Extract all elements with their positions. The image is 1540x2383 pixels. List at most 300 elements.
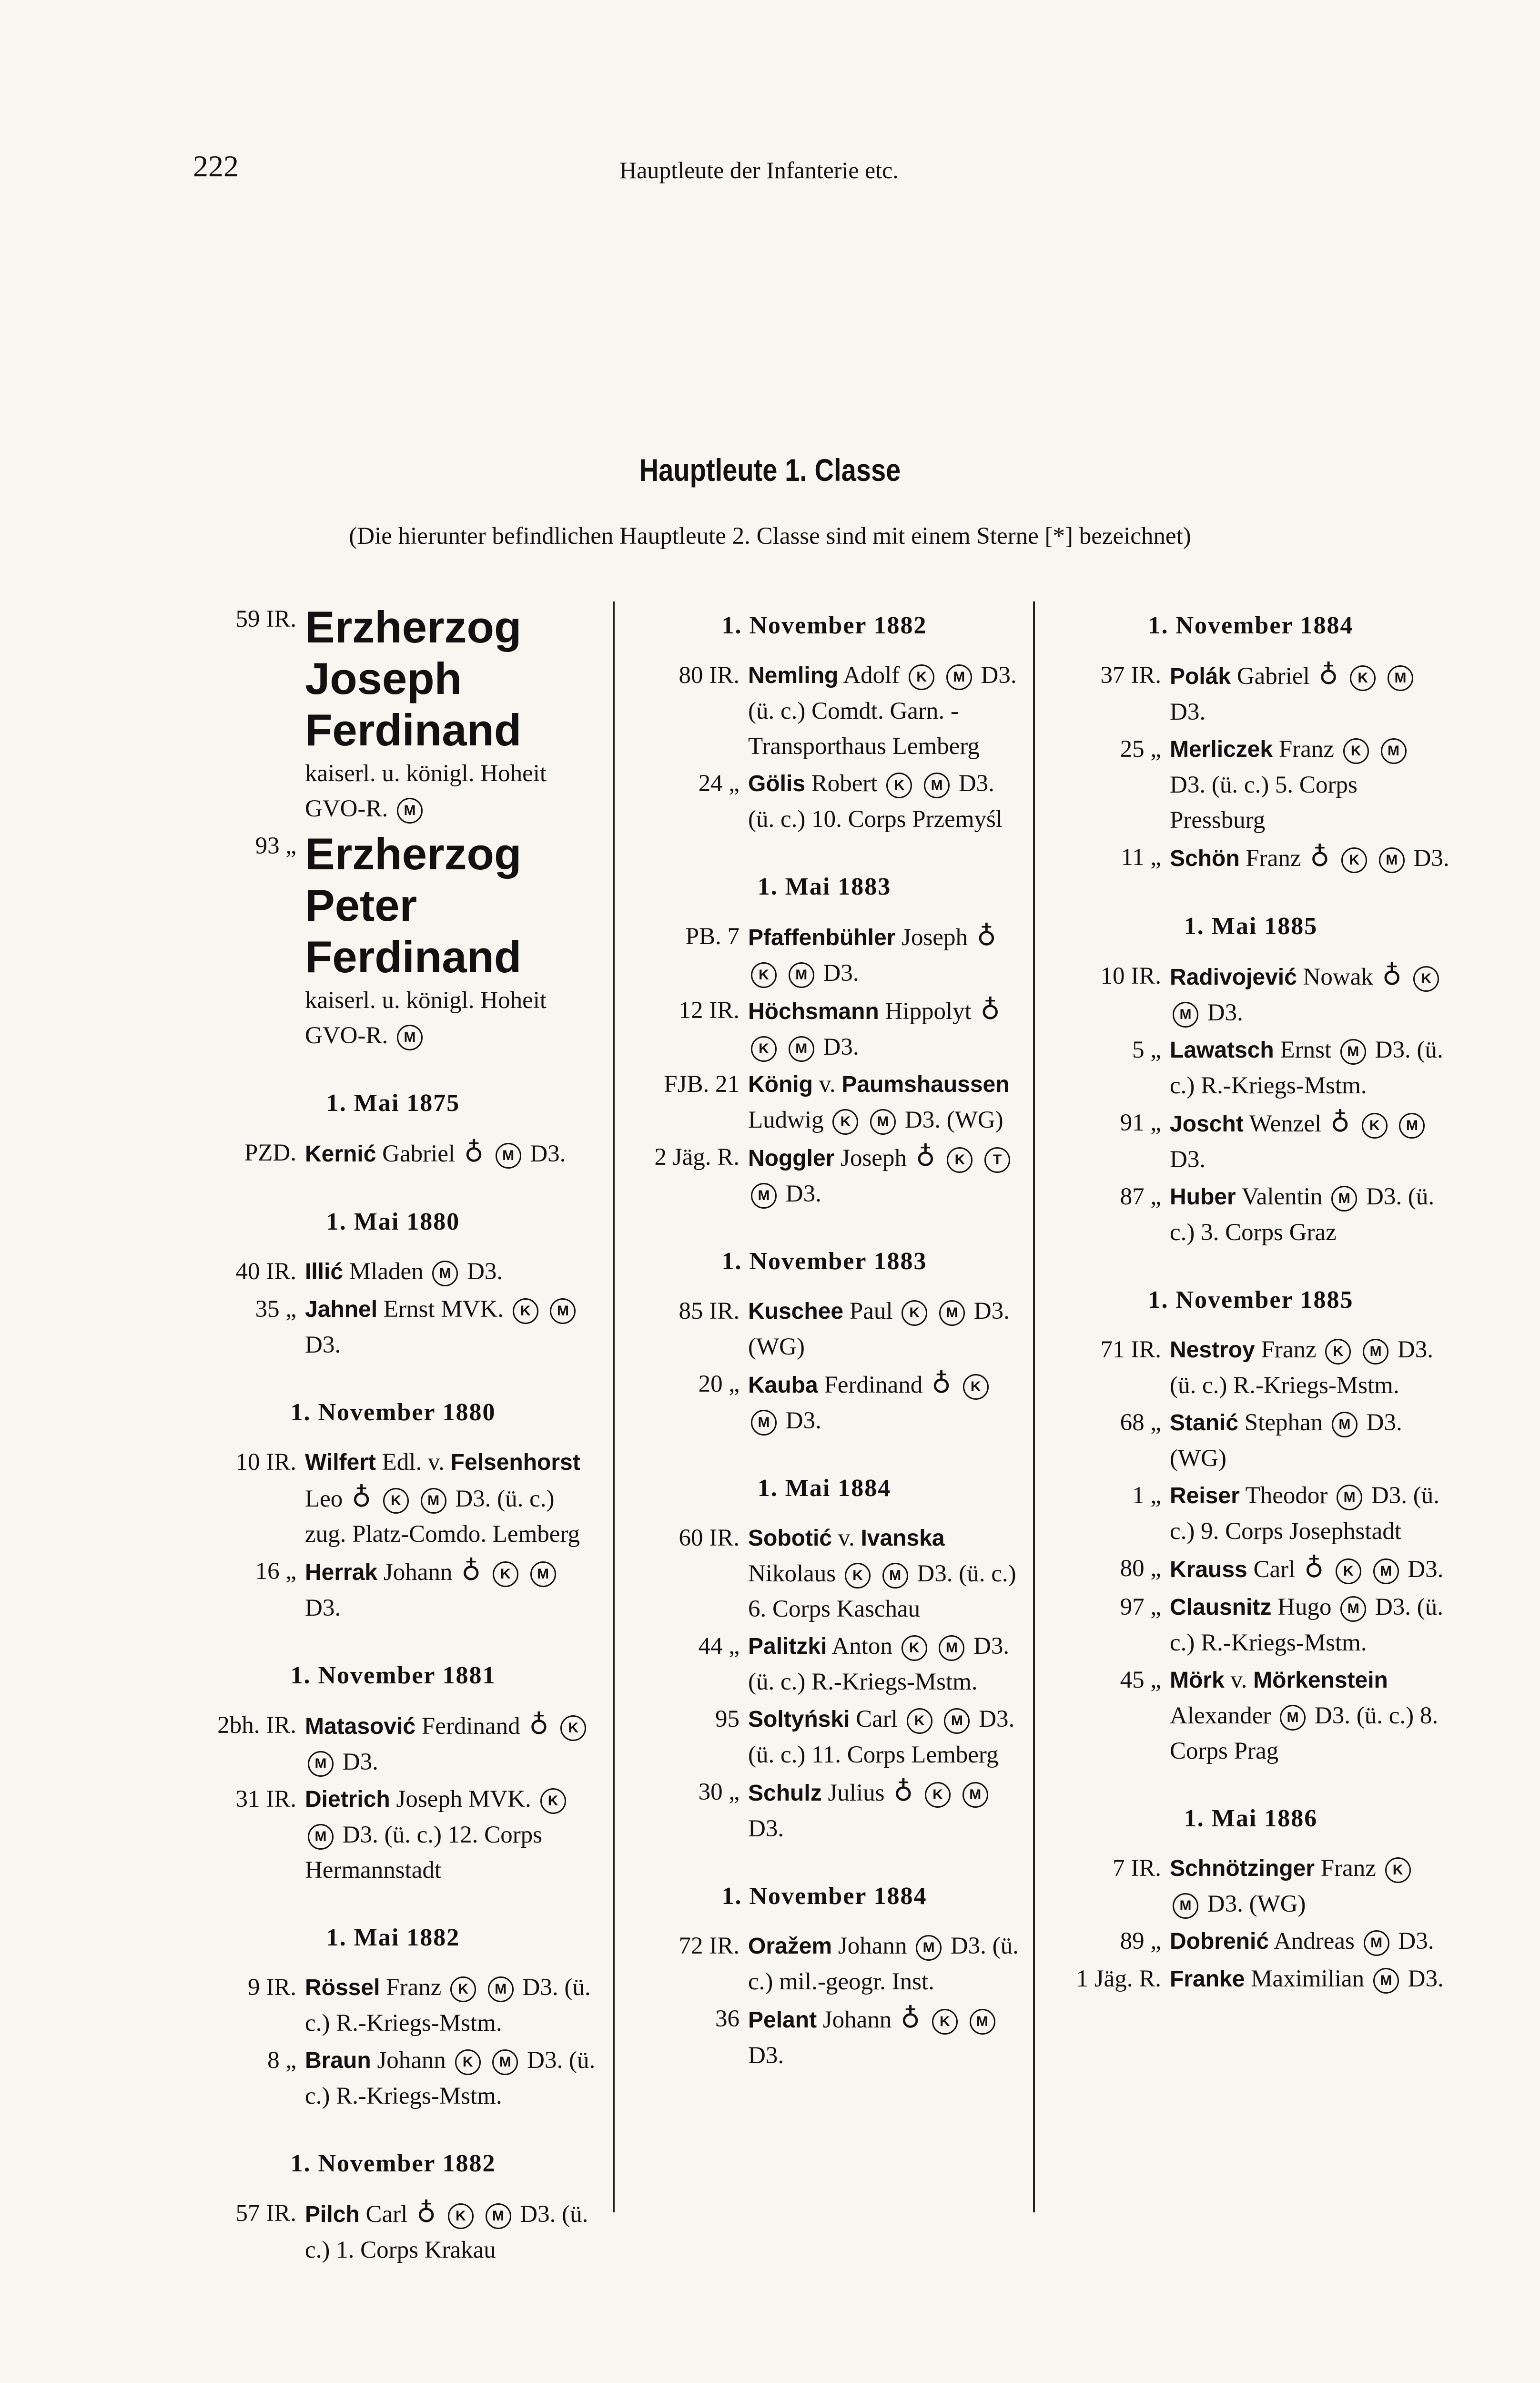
entry-text: D3. (ü. c.) mil.-geogr. Inst. bbox=[748, 1933, 1019, 1995]
list-entry bbox=[186, 1292, 600, 1363]
person-name: Radivojević bbox=[1170, 965, 1297, 990]
list-entry bbox=[1051, 1032, 1451, 1103]
person-name: Braun bbox=[305, 2048, 371, 2073]
column-middle bbox=[629, 601, 1020, 2075]
entry-text: D3. (ü. c.) 5. Corps Pressburg bbox=[1170, 772, 1358, 834]
medal-m-icon: M bbox=[1331, 1186, 1357, 1212]
list-entry bbox=[629, 1366, 1020, 1438]
first-name: Leo bbox=[305, 1486, 343, 1512]
date-heading: 1. November 1881 bbox=[290, 1662, 496, 1689]
medal-m-icon: M bbox=[492, 2049, 518, 2075]
unit-label: 45 „ bbox=[1120, 1667, 1161, 1693]
list-entry bbox=[1051, 958, 1451, 1030]
person-name: Krauss bbox=[1170, 1557, 1247, 1582]
list-entry bbox=[629, 1701, 1020, 1772]
date-heading: 1. Mai 1884 bbox=[757, 1475, 892, 1502]
entry-text: D3. (ü. c.) 6. Corps Kaschau bbox=[748, 1560, 1016, 1622]
medal-k-icon: K bbox=[450, 1976, 476, 2002]
medal-k-icon: K bbox=[751, 962, 777, 988]
medal-m-icon: M bbox=[530, 1561, 556, 1587]
entry-text: D3. (ü. c.) R.-Kriegs-Mstm. bbox=[1170, 1336, 1433, 1399]
medal-m-icon: M bbox=[1173, 1002, 1198, 1028]
person-name: Merliczek bbox=[1170, 737, 1273, 762]
person-name: Reiser bbox=[1170, 1483, 1240, 1508]
person-name-suffix: Felsenhorst bbox=[450, 1450, 580, 1475]
person-name: Wilfert bbox=[305, 1450, 376, 1475]
first-name: v. bbox=[819, 1071, 836, 1098]
medal-m-icon: M bbox=[944, 1708, 970, 1734]
list-entry bbox=[186, 601, 600, 826]
entry-text: D3. bbox=[467, 1258, 503, 1285]
unit-label: PZD. bbox=[244, 1140, 296, 1166]
first-name: Valentin bbox=[1241, 1183, 1323, 1210]
decoration-knot-icon: ♁ bbox=[932, 1368, 952, 1399]
unit-label: 44 „ bbox=[698, 1633, 740, 1660]
medal-k-icon: K bbox=[455, 2049, 481, 2075]
running-head: Hauptleute der Infanterie etc. bbox=[619, 157, 899, 183]
person-name: Lawatsch bbox=[1170, 1038, 1274, 1063]
entry-text: D3. (ü. c.) R.-Kriegs-Mstm. bbox=[1170, 1594, 1444, 1656]
person-name: Pfaffenbühler bbox=[748, 925, 896, 950]
person-name-suffix: Mörkenstein bbox=[1253, 1668, 1388, 1693]
unit-label: PB. 7 bbox=[685, 923, 740, 950]
first-name: Johann bbox=[822, 2006, 892, 2033]
first-name: Edl. v. bbox=[382, 1449, 445, 1476]
list-entry bbox=[629, 1774, 1020, 1846]
medal-m-icon: M bbox=[1373, 1968, 1399, 1994]
list-entry bbox=[1051, 1924, 1451, 1959]
medal-k-icon: K bbox=[907, 1708, 932, 1734]
medal-m-icon: M bbox=[1379, 847, 1405, 873]
list-entry bbox=[1051, 1405, 1451, 1476]
medal-m-icon: M bbox=[1399, 1113, 1425, 1139]
entry-text: D3. (ü. c.) R.-Kriegs-Mstm. bbox=[305, 1974, 591, 2037]
unit-label: 10 IR. bbox=[235, 1449, 296, 1476]
medal-k-icon: K bbox=[560, 1715, 586, 1741]
medal-k-icon: K bbox=[832, 1109, 858, 1135]
first-name: Wenzel bbox=[1249, 1110, 1322, 1137]
unit-label: 91 „ bbox=[1120, 1110, 1161, 1136]
first-name: Adolf bbox=[843, 662, 900, 689]
medal-k-icon: K bbox=[909, 664, 934, 690]
medal-k-icon: K bbox=[448, 2203, 474, 2229]
person-name: Schnötzinger bbox=[1170, 1856, 1315, 1881]
entry-text: D3. (ü. c.) 10. Corps Przemyśl bbox=[748, 770, 1003, 833]
first-name: Carl bbox=[856, 1706, 898, 1732]
medal-k-icon: K bbox=[540, 1788, 566, 1814]
decoration-knot-icon: ♁ bbox=[915, 1141, 935, 1172]
unit-label: 36 bbox=[715, 2006, 740, 2032]
entry-text: D3. (WG) bbox=[748, 1298, 1010, 1360]
decoration-knot-icon: ♁ bbox=[416, 2198, 436, 2229]
first-name: Franz bbox=[1278, 736, 1334, 763]
person-name: Clausnitz bbox=[1170, 1595, 1272, 1620]
unit-label: 2 Jäg. R. bbox=[654, 1144, 740, 1171]
entry-text: D3. bbox=[785, 1181, 821, 1207]
unit-label: FJB. 21 bbox=[664, 1071, 740, 1098]
entry-text: D3. bbox=[1408, 1556, 1444, 1583]
first-name: Gabriel bbox=[1236, 663, 1310, 690]
decoration-knot-icon: ♁ bbox=[1382, 960, 1402, 991]
decoration-knot-icon: ♁ bbox=[352, 1482, 372, 1513]
unit-label: 80 IR. bbox=[679, 662, 740, 689]
medal-t-icon: T bbox=[984, 1147, 1010, 1173]
medal-k-icon: K bbox=[1336, 1558, 1361, 1584]
list-entry bbox=[1051, 658, 1451, 730]
date-heading: 1. Mai 1882 bbox=[326, 1924, 460, 1951]
medal-m-icon: M bbox=[962, 1782, 988, 1808]
person-name: Herrak bbox=[305, 1560, 378, 1585]
list-entry bbox=[629, 1520, 1020, 1627]
list-entry bbox=[186, 1135, 600, 1172]
entry-text: D3. (WG) bbox=[904, 1107, 1003, 1133]
list-entry bbox=[1051, 1662, 1451, 1769]
medal-k-icon: K bbox=[925, 1782, 951, 1808]
person-name: Stanić bbox=[1170, 1410, 1239, 1436]
first-name: v. bbox=[838, 1525, 855, 1551]
list-entry bbox=[1051, 1179, 1451, 1250]
entry-text: D3. bbox=[1398, 1928, 1434, 1955]
first-name: Maximilian bbox=[1251, 1965, 1365, 1992]
first-name: Franz bbox=[1320, 1855, 1376, 1882]
unit-label: 8 „ bbox=[267, 2047, 296, 2074]
person-name: Palitzki bbox=[748, 1634, 827, 1659]
date-heading: 1. November 1880 bbox=[290, 1399, 496, 1426]
unit-label: 80 „ bbox=[1120, 1555, 1161, 1582]
first-name: Hugo bbox=[1277, 1594, 1332, 1620]
person-name: Erzherzog Peter Ferdinand bbox=[305, 829, 522, 982]
first-name: Ferdinand bbox=[824, 1372, 923, 1398]
date-heading: 1. November 1884 bbox=[1148, 612, 1354, 639]
list-entry bbox=[629, 1140, 1020, 1212]
decoration-knot-icon: ♁ bbox=[1304, 1553, 1324, 1584]
entry-text: D3. bbox=[748, 1815, 784, 1842]
first-name: Robert bbox=[811, 770, 878, 797]
entry-text: D3. bbox=[785, 1407, 821, 1434]
medal-m-icon: M bbox=[1340, 1039, 1366, 1065]
medal-m-icon: M bbox=[1363, 1339, 1388, 1365]
medal-m-icon: M bbox=[916, 1935, 942, 1961]
list-entry bbox=[186, 1554, 600, 1626]
medal-m-icon: M bbox=[882, 1563, 908, 1589]
date-heading: 1. November 1882 bbox=[721, 612, 927, 639]
person-name: Höchsmann bbox=[748, 999, 879, 1024]
unit-label: 97 „ bbox=[1120, 1594, 1161, 1620]
first-name: v. bbox=[1230, 1667, 1247, 1693]
medal-k-icon: K bbox=[1413, 966, 1439, 992]
medal-m-icon: M bbox=[1373, 1558, 1399, 1584]
first-name: Nikolaus bbox=[748, 1560, 836, 1587]
person-name: Matasović bbox=[305, 1714, 416, 1739]
entry-text: kaiserl. u. königl. Hoheit GVO-R. bbox=[305, 760, 547, 822]
decoration-knot-icon: ♁ bbox=[901, 2003, 921, 2034]
entry-text: D3. (WG) bbox=[1170, 1409, 1402, 1472]
entry-text: kaiserl. u. königl. Hoheit GVO-R. bbox=[305, 987, 547, 1049]
medal-k-icon: K bbox=[1362, 1113, 1388, 1139]
first-name: Gabriel bbox=[382, 1141, 456, 1167]
decoration-knot-icon: ♁ bbox=[976, 921, 996, 952]
person-name-suffix: Ivanska bbox=[861, 1526, 945, 1551]
list-entry bbox=[629, 658, 1020, 764]
entry-text: D3. (ü. c.) Comdt. Garn. - Transporthaus Lemberg bbox=[748, 662, 1017, 760]
unit-label: 9 IR. bbox=[248, 1974, 296, 2001]
decoration-knot-icon: ♁ bbox=[980, 995, 1000, 1026]
entry-text: D3. bbox=[823, 1034, 859, 1060]
medal-m-icon: M bbox=[1340, 1596, 1366, 1622]
list-entry bbox=[629, 1067, 1020, 1138]
first-name: Joseph bbox=[841, 1145, 907, 1171]
list-entry bbox=[186, 828, 600, 1053]
list-entry bbox=[1051, 732, 1451, 838]
entry-text: D3. (ü. c.) 3. Corps Graz bbox=[1170, 1183, 1435, 1246]
medal-m-icon: M bbox=[946, 664, 972, 690]
list-entry bbox=[629, 919, 1020, 991]
unit-label: 24 „ bbox=[698, 770, 740, 797]
medal-k-icon: K bbox=[947, 1147, 973, 1173]
unit-label: 31 IR. bbox=[235, 1786, 296, 1813]
medal-k-icon: K bbox=[383, 1488, 409, 1514]
list-entry bbox=[629, 1293, 1020, 1365]
person-name: Pilch bbox=[305, 2202, 360, 2227]
first-name: Ludwig bbox=[748, 1107, 824, 1133]
column-left bbox=[186, 601, 600, 2270]
person-name: Nemling bbox=[748, 663, 839, 688]
unit-label: 89 „ bbox=[1120, 1928, 1161, 1955]
medal-m-icon: M bbox=[1381, 738, 1407, 764]
person-name: Gölis bbox=[748, 771, 806, 796]
medal-m-icon: M bbox=[751, 1410, 777, 1436]
entry-text: D3. (ü. c.) R.-Kriegs-Mstm. bbox=[1170, 1037, 1443, 1099]
person-name: Rössel bbox=[305, 1975, 380, 2000]
person-name: Schulz bbox=[748, 1781, 822, 1806]
person-name: König bbox=[748, 1072, 813, 1097]
unit-label: 87 „ bbox=[1120, 1183, 1161, 1210]
list-entry bbox=[186, 1708, 600, 1780]
unit-label: 71 IR. bbox=[1100, 1336, 1161, 1363]
person-name: Sobotić bbox=[748, 1526, 832, 1551]
decoration-knot-icon: ♁ bbox=[893, 1776, 913, 1807]
unit-label: 93 „ bbox=[255, 833, 296, 859]
column-rule bbox=[613, 601, 615, 2212]
decoration-knot-icon: ♁ bbox=[1330, 1107, 1350, 1138]
list-entry bbox=[186, 1970, 600, 2041]
unit-label: 85 IR. bbox=[679, 1298, 740, 1324]
medal-m-icon: M bbox=[970, 2009, 995, 2035]
person-name: Polák bbox=[1170, 664, 1231, 689]
medal-m-icon: M bbox=[308, 1824, 334, 1850]
person-name: Erzherzog Joseph Ferdinand bbox=[305, 602, 522, 755]
person-name: Pelant bbox=[748, 2007, 817, 2033]
medal-m-icon: M bbox=[751, 1183, 777, 1209]
medal-k-icon: K bbox=[751, 1036, 777, 1062]
first-name: Ernst MVK. bbox=[383, 1296, 504, 1323]
list-entry bbox=[186, 1445, 600, 1552]
medal-m-icon: M bbox=[939, 1300, 965, 1326]
medal-m-icon: M bbox=[924, 773, 950, 798]
entry-text: D3. (ü. c.) 9. Corps Josephstadt bbox=[1170, 1482, 1439, 1545]
first-name: Hippolyt bbox=[885, 998, 972, 1025]
date-heading: 1. November 1884 bbox=[721, 1883, 927, 1910]
unit-label: 95 bbox=[715, 1706, 740, 1732]
first-name: Johann bbox=[838, 1933, 907, 1959]
first-name: Carl bbox=[1253, 1556, 1296, 1583]
unit-label: 60 IR. bbox=[679, 1525, 740, 1551]
list-entry bbox=[1051, 1851, 1451, 1922]
first-name: Nowak bbox=[1303, 964, 1373, 990]
first-name: Joseph bbox=[902, 924, 968, 951]
medal-m-icon: M bbox=[1364, 1930, 1389, 1956]
first-name: Julius bbox=[828, 1780, 885, 1806]
entry-text: D3. bbox=[748, 2042, 784, 2069]
person-name: Nestroy bbox=[1170, 1337, 1255, 1363]
first-name: Joseph MVK. bbox=[396, 1786, 531, 1813]
unit-label: 1 „ bbox=[1132, 1482, 1161, 1509]
person-name: Kauba bbox=[748, 1373, 818, 1398]
list-entry bbox=[1051, 1551, 1451, 1588]
decoration-knot-icon: ♁ bbox=[1318, 660, 1338, 691]
list-entry bbox=[1051, 1478, 1451, 1549]
date-heading: 1. November 1883 bbox=[721, 1248, 927, 1275]
person-name: Jahnel bbox=[305, 1297, 378, 1322]
medal-k-icon: K bbox=[1341, 847, 1367, 873]
entry-text: D3. (ü. c.) 12. Corps Hermannstadt bbox=[305, 1822, 543, 1884]
entry-text: D3. (ü. c.) 11. Corps Lemberg bbox=[748, 1706, 1015, 1768]
list-entry bbox=[1051, 1105, 1451, 1177]
medal-m-icon: M bbox=[397, 798, 423, 824]
first-name: Mladen bbox=[349, 1258, 424, 1285]
list-entry bbox=[629, 993, 1020, 1065]
decoration-knot-icon: ♁ bbox=[1310, 842, 1330, 873]
first-name: Franz bbox=[386, 1974, 442, 2001]
entry-text: D3. (WG) bbox=[1207, 1891, 1306, 1917]
medal-k-icon: K bbox=[513, 1298, 538, 1324]
date-heading: 1. November 1885 bbox=[1148, 1286, 1354, 1314]
entry-text: D3. (ü. c.) 8. Corps Prag bbox=[1170, 1702, 1439, 1764]
list-entry bbox=[1051, 1961, 1451, 1997]
first-name: Johann bbox=[383, 1559, 453, 1586]
person-name: Mörk bbox=[1170, 1668, 1225, 1693]
date-heading: 1. Mai 1875 bbox=[326, 1090, 460, 1117]
unit-label: 10 IR. bbox=[1100, 963, 1161, 989]
unit-label: 25 „ bbox=[1120, 736, 1161, 763]
decoration-knot-icon: ♁ bbox=[461, 1556, 481, 1587]
unit-label: 40 IR. bbox=[235, 1258, 296, 1285]
unit-label: 16 „ bbox=[255, 1558, 296, 1585]
unit-label: 59 IR. bbox=[235, 606, 296, 632]
medal-m-icon: M bbox=[789, 962, 814, 988]
entry-text: D3. bbox=[1170, 1146, 1206, 1173]
list-entry bbox=[629, 1928, 1020, 1999]
entry-text: D3. bbox=[305, 1595, 341, 1621]
unit-label: 1 Jäg. R. bbox=[1076, 1965, 1161, 1992]
medal-k-icon: K bbox=[932, 2009, 958, 2035]
unit-label: 68 „ bbox=[1120, 1409, 1161, 1436]
medal-k-icon: K bbox=[1385, 1857, 1411, 1883]
decoration-knot-icon: ♁ bbox=[464, 1137, 484, 1168]
list-entry bbox=[629, 1629, 1020, 1700]
person-name: Oražem bbox=[748, 1934, 832, 1959]
person-name: Dietrich bbox=[305, 1787, 390, 1812]
medal-m-icon: M bbox=[397, 1025, 423, 1050]
list-entry bbox=[629, 2001, 1020, 2073]
unit-label: 2bh. IR. bbox=[217, 1712, 296, 1739]
list-entry bbox=[186, 1254, 600, 1290]
medal-m-icon: M bbox=[1337, 1485, 1362, 1510]
person-name: Kuschee bbox=[748, 1299, 844, 1324]
entry-text: D3. (ü. c.) R.-Kriegs-Mstm. bbox=[748, 1633, 1010, 1695]
entry-text: D3. bbox=[1207, 999, 1243, 1026]
entry-text: D3. bbox=[823, 960, 859, 987]
decoration-knot-icon: ♁ bbox=[529, 1710, 549, 1741]
first-name: Theodor bbox=[1245, 1482, 1328, 1509]
person-name: Kernić bbox=[305, 1141, 376, 1167]
medal-k-icon: K bbox=[902, 1635, 927, 1661]
first-name: Franz bbox=[1261, 1336, 1317, 1363]
medal-m-icon: M bbox=[939, 1635, 964, 1661]
medal-m-icon: M bbox=[1280, 1705, 1306, 1731]
column-right bbox=[1051, 601, 1451, 1999]
first-name: Stephan bbox=[1244, 1409, 1323, 1436]
first-name: Ferdinand bbox=[421, 1713, 520, 1740]
first-name: Andreas bbox=[1273, 1928, 1355, 1955]
entry-text: D3. bbox=[1170, 699, 1206, 725]
first-name: Alexander bbox=[1170, 1702, 1271, 1729]
medal-m-icon: M bbox=[1332, 1412, 1358, 1437]
person-name: Huber bbox=[1170, 1184, 1236, 1210]
medal-k-icon: K bbox=[886, 773, 912, 798]
medal-k-icon: K bbox=[963, 1374, 989, 1400]
person-name: Dobrenić bbox=[1170, 1929, 1269, 1954]
unit-label: 57 IR. bbox=[235, 2200, 296, 2227]
entry-text: D3. (ü. c.) zug. Platz-Comdo. Lemberg bbox=[305, 1486, 580, 1548]
first-name: Ernst bbox=[1280, 1037, 1332, 1063]
medal-m-icon: M bbox=[486, 2203, 511, 2229]
unit-label: 35 „ bbox=[255, 1296, 296, 1323]
medal-m-icon: M bbox=[550, 1298, 576, 1324]
first-name: Carl bbox=[365, 2201, 408, 2228]
person-name: Schön bbox=[1170, 846, 1240, 871]
date-heading: 1. Mai 1880 bbox=[326, 1208, 460, 1235]
section-note: (Die hierunter befindlichen Hauptleute 2. Classe sind mit einem Sterne [*] bezeichnet) bbox=[349, 523, 1191, 550]
medal-m-icon: M bbox=[421, 1488, 446, 1514]
list-entry bbox=[629, 766, 1020, 837]
entry-text: D3. bbox=[342, 1749, 378, 1775]
list-entry bbox=[186, 1782, 600, 1888]
date-heading: 1. Mai 1886 bbox=[1184, 1805, 1318, 1832]
list-entry bbox=[186, 2043, 600, 2114]
section-title: Hauptleute 1. Classe bbox=[639, 452, 901, 488]
medal-m-icon: M bbox=[1173, 1893, 1198, 1919]
date-heading: 1. Mai 1885 bbox=[1184, 913, 1318, 940]
list-entry bbox=[1051, 1332, 1451, 1403]
unit-label: 11 „ bbox=[1121, 844, 1161, 871]
medal-k-icon: K bbox=[1350, 665, 1376, 691]
entry-text: D3. bbox=[305, 1332, 341, 1358]
medal-k-icon: K bbox=[493, 1561, 518, 1587]
medal-k-icon: K bbox=[902, 1300, 927, 1326]
unit-label: 20 „ bbox=[698, 1371, 740, 1397]
medal-k-icon: K bbox=[1343, 738, 1369, 764]
entry-text: D3. (ü. c.) R.-Kriegs-Mstm. bbox=[305, 2047, 596, 2109]
list-entry bbox=[1051, 840, 1451, 876]
person-name: Joscht bbox=[1170, 1111, 1244, 1137]
person-name: Illić bbox=[305, 1259, 344, 1284]
unit-label: 72 IR. bbox=[679, 1933, 740, 1959]
page-number: 222 bbox=[193, 149, 239, 183]
medal-m-icon: M bbox=[870, 1109, 896, 1135]
unit-label: 7 IR. bbox=[1113, 1855, 1161, 1882]
person-name: Franke bbox=[1170, 1966, 1245, 1992]
